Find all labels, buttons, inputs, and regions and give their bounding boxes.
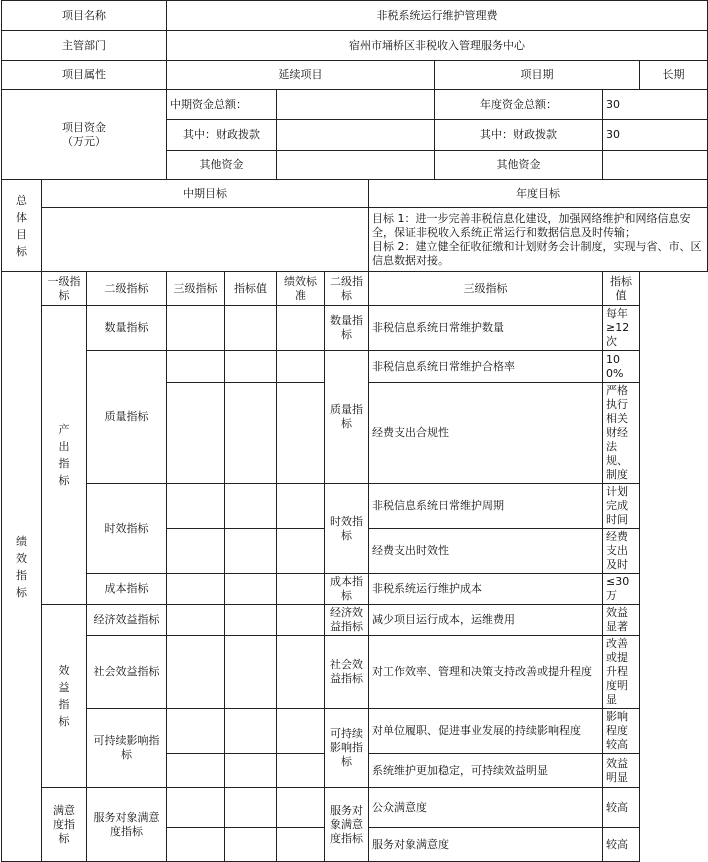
- mid-standard-cell: [277, 351, 325, 383]
- header-level3: 三级指标: [167, 272, 225, 306]
- annual-goal-text: [369, 208, 708, 272]
- group-output-label: 产 出 指 标: [42, 306, 87, 605]
- annual-fiscal-label: 其中：财政拨款: [435, 120, 603, 151]
- annual-value-cell: 较高: [603, 788, 640, 828]
- mid-standard-cell: [277, 383, 325, 484]
- mid-level3-cell: [167, 351, 225, 383]
- project-name-row: [2, 1, 708, 31]
- mid-value-cell: [225, 529, 277, 574]
- mid-level3-cell: [167, 383, 225, 484]
- indicators-header-row: [2, 272, 708, 306]
- mid-level2-cell: 数量指标: [87, 306, 167, 351]
- mid-level2-cell: 社会效益指标: [87, 636, 167, 709]
- mid-value-cell: [225, 828, 277, 862]
- mid-standard-cell: [277, 605, 325, 636]
- annual-value-cell: 影响程度较高: [603, 709, 640, 754]
- annual-value-cell: 严格执行相关财经法规、制度: [603, 383, 640, 484]
- project-performance-table: [1, 0, 708, 862]
- mid-value-cell: [225, 383, 277, 484]
- annual-level3-cell: 对单位履职、促进事业发展的持续影响程度: [369, 709, 603, 754]
- annual-other-label: 其他资金: [435, 151, 603, 180]
- mid-standard-cell: [277, 574, 325, 605]
- annual-other-value: [603, 151, 708, 180]
- group-benefit-label: 效 益 指 标: [42, 605, 87, 788]
- annual-value-cell: 经费支出及时: [603, 529, 640, 574]
- mid-goal-text: [42, 208, 369, 272]
- mid-fiscal-label: 其中：财政拨款: [167, 120, 277, 151]
- mid-total-label: 中期资金总额：: [167, 90, 277, 120]
- indicator-row: [2, 788, 708, 828]
- mid-level3-cell: [167, 306, 225, 351]
- annual-level2-cell: 服务对象满意度指标: [325, 788, 369, 862]
- mid-level3-cell: [167, 529, 225, 574]
- mid-goal-header: 中期目标: [42, 180, 369, 208]
- mid-level2-cell: 时效指标: [87, 484, 167, 574]
- mid-standard-cell: [277, 306, 325, 351]
- dept-value: 宿州市埇桥区非税收入管理服务中心: [167, 31, 708, 61]
- mid-fiscal-value: [277, 120, 435, 151]
- indicator-row: [2, 351, 708, 383]
- header-level1: 一级指标: [42, 272, 87, 306]
- mid-level3-cell: [167, 605, 225, 636]
- annual-level2-cell: 经济效益指标: [325, 605, 369, 636]
- project-name-label: 项目名称: [2, 1, 167, 31]
- goals-content-row: [2, 208, 708, 272]
- goals-section-label: 总 体 目 标: [2, 180, 42, 272]
- indicator-row: [2, 709, 708, 754]
- annual-level2-cell: 可持续影响指标: [325, 709, 369, 788]
- mid-other-value: [277, 151, 435, 180]
- annual-level2-cell: 社会效益指标: [325, 636, 369, 709]
- annual-level2-cell: 时效指标: [325, 484, 369, 574]
- funds-row-1: [2, 90, 708, 120]
- mid-level3-cell: [167, 788, 225, 828]
- annual-level2-cell: 数量指标: [325, 306, 369, 351]
- annual-total-value: 30: [603, 90, 708, 120]
- annual-level3-cell: 非税系统运行维护成本: [369, 574, 603, 605]
- annual-level3-cell: 非税信息系统日常维护数量: [369, 306, 603, 351]
- annual-value-cell: ≤30 万: [603, 574, 640, 605]
- annual-level3-cell: 对工作效率、管理和决策支持改善或提升程度: [369, 636, 603, 709]
- mid-value-cell: [225, 306, 277, 351]
- mid-standard-cell: [277, 709, 325, 754]
- mid-other-label: 其他资金: [167, 151, 277, 180]
- annual-value-cell: 改善或提升程度明显: [603, 636, 640, 709]
- annual-value-cell: 效益显著: [603, 605, 640, 636]
- attr-label: 项目属性: [2, 61, 167, 90]
- mid-level3-cell: [167, 754, 225, 788]
- annual-value-cell: 每年≥12 次: [603, 306, 640, 351]
- dept-row: [2, 31, 708, 61]
- mid-value-cell: [225, 636, 277, 709]
- annual-value-cell: 计划完成时间: [603, 484, 640, 529]
- annual-level3-cell: 服务对象满意度: [369, 828, 603, 862]
- mid-standard-cell: [277, 788, 325, 828]
- annual-level3-cell: 系统维护更加稳定，可持续效益明显: [369, 754, 603, 788]
- mid-level2-cell: 经济效益指标: [87, 605, 167, 636]
- annual-value-cell: 100%: [603, 351, 640, 383]
- attr-value: 延续项目: [167, 61, 435, 90]
- annual-goal-1: 目标 1：进一步完善非税信息化建设，加强网络维护和网络信息安全，保证非税收入系统正常运行和数据信息及时传输；: [372, 211, 691, 239]
- indicators-section-label: 绩 效 指 标: [2, 272, 42, 862]
- funds-label-line1: 项目资金: [62, 120, 106, 134]
- mid-level3-cell: [167, 574, 225, 605]
- project-name-value: 非税系统运行维护管理费: [167, 1, 708, 31]
- mid-standard-cell: [277, 754, 325, 788]
- mid-level3-cell: [167, 636, 225, 709]
- annual-level3-cell: 公众满意度: [369, 788, 603, 828]
- mid-standard-cell: [277, 636, 325, 709]
- annual-total-label: 年度资金总额：: [435, 90, 603, 120]
- group-satisfaction-label: 满意 度指 标: [42, 788, 87, 862]
- annual-level2-cell: 成本指标: [325, 574, 369, 605]
- mid-total-value: [277, 90, 435, 120]
- indicator-row: [2, 574, 708, 605]
- mid-value-cell: [225, 574, 277, 605]
- annual-level3-cell: 非税信息系统日常维护周期: [369, 484, 603, 529]
- mid-value-cell: [225, 754, 277, 788]
- mid-level3-cell: [167, 484, 225, 529]
- mid-standard-cell: [277, 529, 325, 574]
- mid-value-cell: [225, 709, 277, 754]
- annual-level3-cell: 经费支出时效性: [369, 529, 603, 574]
- period-label: 项目期: [435, 61, 640, 90]
- indicator-row: [2, 484, 708, 529]
- mid-value-cell: [225, 484, 277, 529]
- header-level2: 二级指标: [87, 272, 167, 306]
- indicator-row: [2, 605, 708, 636]
- header-annual-level2: 二级指标: [325, 272, 369, 306]
- annual-level2-cell: 质量指标: [325, 351, 369, 484]
- funds-label-line2: （万元）: [62, 134, 106, 148]
- header-annual-value: 指标值: [603, 272, 640, 306]
- indicator-row: [2, 636, 708, 709]
- mid-value-cell: [225, 605, 277, 636]
- mid-value-cell: [225, 351, 277, 383]
- funds-label: [2, 90, 167, 180]
- mid-level2-cell: 成本指标: [87, 574, 167, 605]
- annual-level3-cell: 经费支出合规性: [369, 383, 603, 484]
- period-value: 长期: [640, 61, 708, 90]
- header-standard: 绩效标准: [277, 272, 325, 306]
- header-annual-level3: 三级指标: [369, 272, 603, 306]
- mid-standard-cell: [277, 484, 325, 529]
- annual-level3-cell: 减少项目运行成本，运维费用: [369, 605, 603, 636]
- mid-level3-cell: [167, 709, 225, 754]
- annual-fiscal-value: 30: [603, 120, 708, 151]
- mid-level2-cell: 质量指标: [87, 351, 167, 484]
- annual-goal-2: 目标 2：建立健全征收征缴和计划财务会计制度，实现与省、市、区信息数据对接。: [372, 239, 702, 267]
- mid-level3-cell: [167, 828, 225, 862]
- mid-standard-cell: [277, 828, 325, 862]
- annual-value-cell: 效益明显: [603, 754, 640, 788]
- header-value: 指标值: [225, 272, 277, 306]
- attr-row: [2, 61, 708, 90]
- indicator-row: [2, 306, 708, 351]
- mid-value-cell: [225, 788, 277, 828]
- mid-level2-cell: 服务对象满意度指标: [87, 788, 167, 862]
- mid-level2-cell: 可持续影响指标: [87, 709, 167, 788]
- annual-goal-header: 年度目标: [369, 180, 708, 208]
- annual-level3-cell: 非税信息系统日常维护合格率: [369, 351, 603, 383]
- annual-value-cell: 较高: [603, 828, 640, 862]
- dept-label: 主管部门: [2, 31, 167, 61]
- goals-header-row: [2, 180, 708, 208]
